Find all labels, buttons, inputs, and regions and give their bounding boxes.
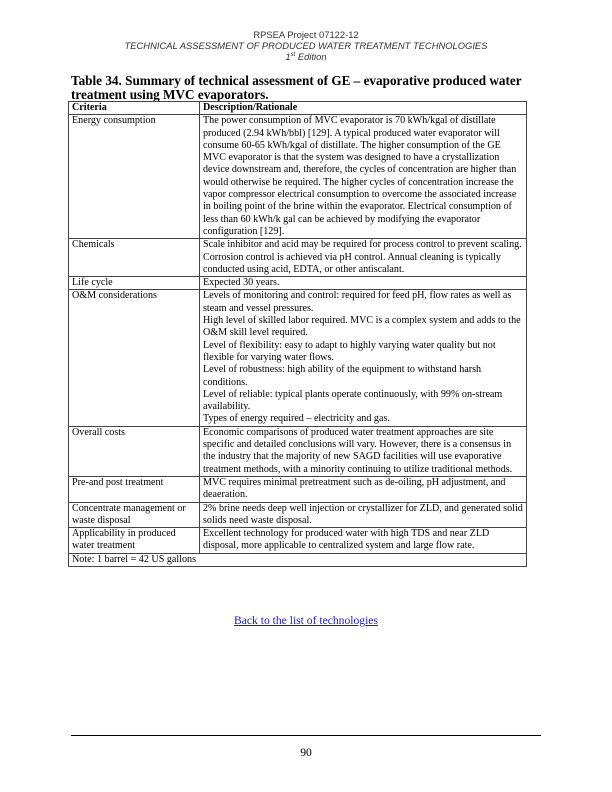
running-header-edition <box>0 51 612 62</box>
footer-rule <box>71 735 541 736</box>
criteria-cell: Chemicals <box>69 239 200 277</box>
table-row <box>69 502 527 528</box>
back-to-list-link[interactable]: Back to the list of technologies <box>234 614 378 627</box>
criteria-cell: Pre-and post treatment <box>69 476 200 502</box>
assessment-table <box>68 101 527 567</box>
table-header-row <box>69 102 527 115</box>
table-row <box>69 476 527 502</box>
description-cell: 2% brine needs deep well injection or crystallizer for ZLD, and generated solid solids need waste disposal. <box>200 502 527 528</box>
criteria-column-header: Criteria <box>69 102 200 115</box>
criteria-cell: Overall costs <box>69 426 200 476</box>
table-row <box>69 277 527 290</box>
criteria-cell: Energy consumption <box>69 115 200 239</box>
table-row <box>69 528 527 554</box>
edition-number: 1 <box>285 51 291 62</box>
description-cell: Economic comparisons of produced water treatment approaches are site specific and detailed conclusions will vary. However, there is a consensus in the industry that the majority of new SAGD facilities will use evaporative treatment methods, with a minority continuing to utilize traditional methods. <box>200 426 527 476</box>
table-note: Note: 1 barrel = 42 US gallons <box>69 553 527 566</box>
table-row <box>69 290 527 426</box>
description-cell: The power consumption of MVC evaporator is 70 kWh/kgal of distillate produced (2.94 kWh/bbl) [129]. A typical produced water evaporator will consume 60-65 kWh/kgal of distillate. The higher consumption of the GE MVC evaporator is that the system was designed to have a crystallization device downstream and, therefore, the cycles of concentration are higher than would otherwise be required. The higher cycles of concentration increase the vapor compressor electrical consumption to overcome the associated increase in boiling point of the brine within the evaporator. Electrical consumption of less than 60 kWh/k gal can be achieved by modifying the evaporator configuration [129]. <box>200 115 527 239</box>
criteria-cell: Life cycle <box>69 277 200 290</box>
table-row <box>69 426 527 476</box>
table-note-row <box>69 553 527 566</box>
description-column-header: Description/Rationale <box>200 102 527 115</box>
edition-word: Edition <box>295 51 327 62</box>
criteria-cell: Applicability in produced water treatment <box>69 528 200 554</box>
description-cell: Levels of monitoring and control: required for feed pH, flow rates as well as steam and vessel pressures. High level of skilled labor required. MVC is a complex system and adds to the O&M skill level required. Level of flexibility: easy to adapt to highly varying water quality but not flexible for varying water flows. Level of robustness: high ability of the equipment to withstand harsh conditions. Level of reliable: typical plants operate continuously, with 99% on-stream availability. Types of energy required – electricity and gas. <box>200 290 527 426</box>
table-caption: Table 34. Summary of technical assessment of GE – evaporative produced water treatment using MVC evaporators. <box>71 73 522 102</box>
description-cell: Expected 30 years. <box>200 277 527 290</box>
criteria-cell: O&M considerations <box>69 290 200 426</box>
table-row <box>69 239 527 277</box>
table-row <box>69 115 527 239</box>
running-header-title: TECHNICAL ASSESSMENT OF PRODUCED WATER TREATMENT TECHNOLOGIES <box>124 40 488 51</box>
page-number: 90 <box>300 746 312 759</box>
running-header-project: RPSEA Project 07122-12 <box>253 29 359 40</box>
description-cell: Excellent technology for produced water with high TDS and near ZLD disposal, more applicable to centralized system and large flow rate. <box>200 528 527 554</box>
description-cell: MVC requires minimal pretreatment such as de-oiling, pH adjustment, and deaeration. <box>200 476 527 502</box>
edition-superscript: st <box>290 51 296 58</box>
table-body <box>69 115 527 553</box>
description-cell: Scale inhibitor and acid may be required for process control to prevent scaling. Corrosion control is achieved via pH control. Annual cleaning is typically conducted using acid, EDTA, or other antiscalant. <box>200 239 527 277</box>
criteria-cell: Concentrate management or waste disposal <box>69 502 200 528</box>
